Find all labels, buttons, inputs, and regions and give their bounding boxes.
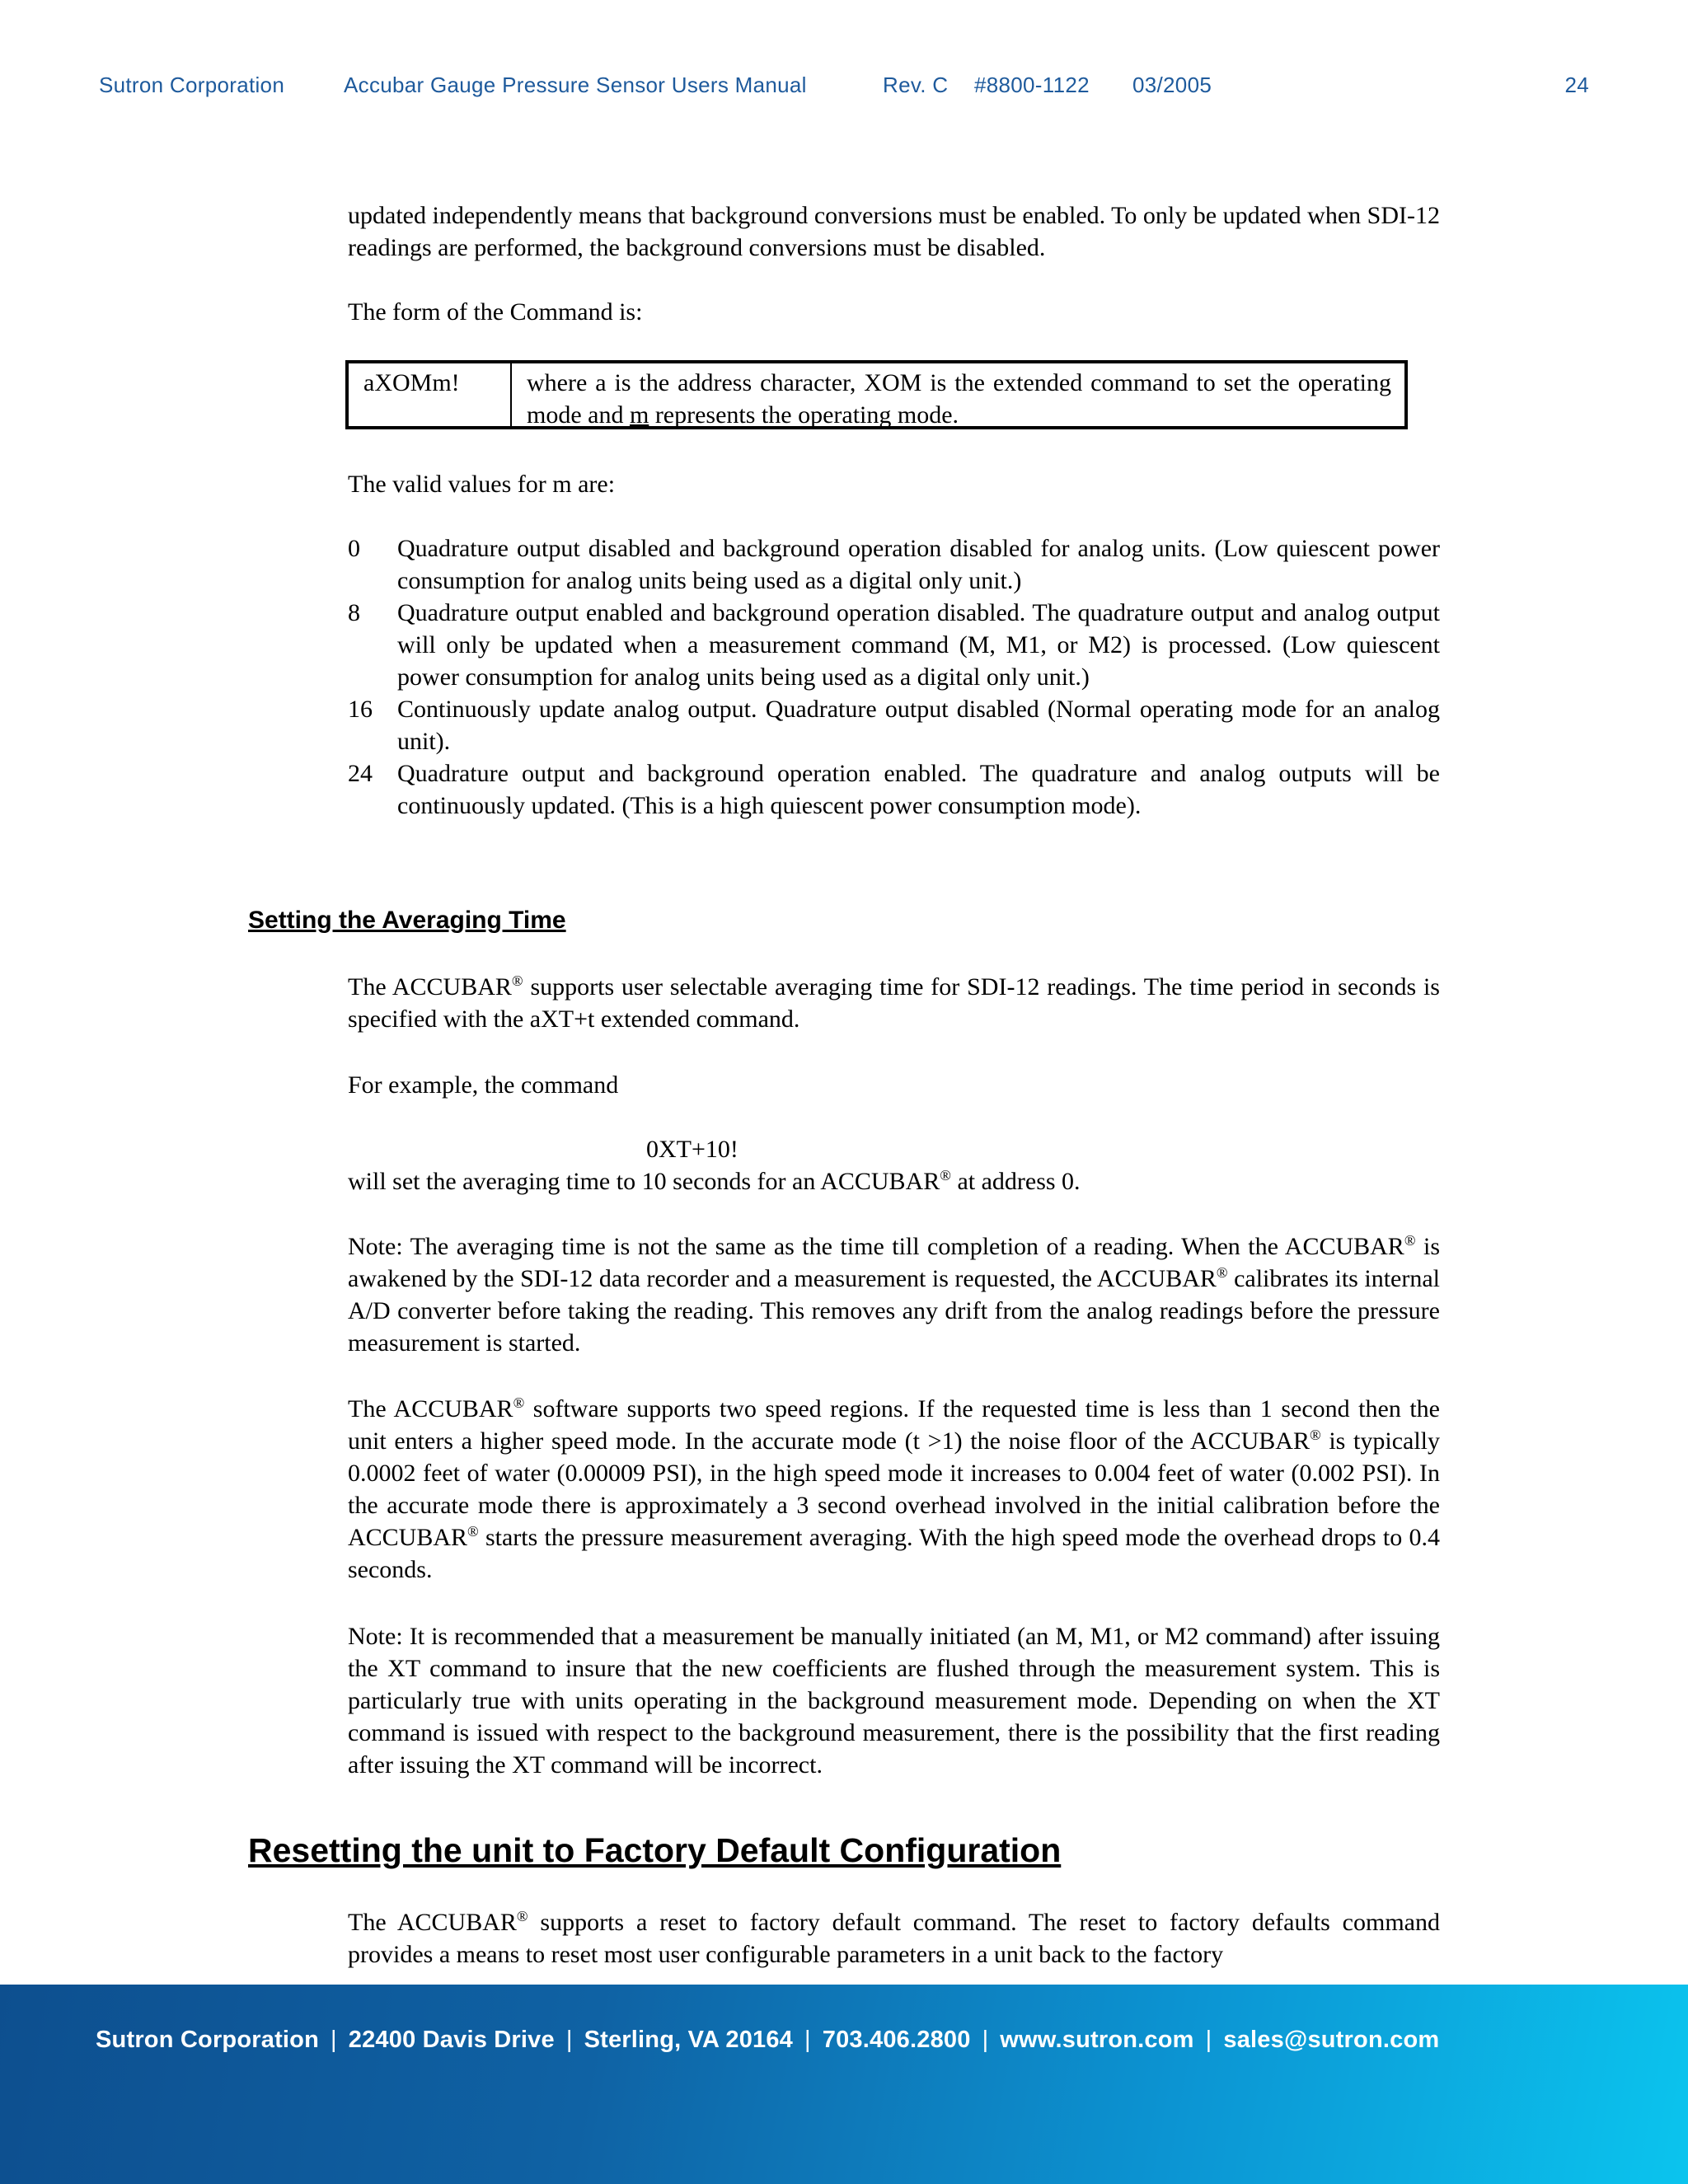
mode-value: 24: [348, 760, 373, 787]
averaging-note: Note: The averaging time is not the same as the time till completion of a reading. When the ACCUBAR® is awakened by the SDI-12 data recorder and a measurement is requested, the ACCUBAR® calibrates its internal A/D converter before taking the reading. This removes any drift from the analog readings before the pressure measurement is started.: [348, 1232, 1441, 1357]
header-company: Sutron Corporation: [99, 73, 285, 97]
footer-address: 22400 Davis Drive: [348, 2027, 555, 2053]
footer-separator: |: [565, 2027, 573, 2053]
footer-city: Sterling, VA 20164: [584, 2027, 794, 2053]
footer-separator: |: [331, 2027, 337, 2053]
intro-paragraph: updated independently means that background conversions must be enabled. To only be updated when SDI-12 readings are performed, the background conversions must be disabled.: [348, 202, 1440, 261]
list-item: [348, 693, 1440, 757]
footer-separator: |: [982, 2027, 989, 2053]
footer-email[interactable]: sales@sutron.com: [1223, 2027, 1440, 2053]
header-date: 03/2005: [1132, 73, 1212, 97]
mode-description: Quadrature output enabled and background operation disabled. The quadrature output and analog output will only be updated when a measurement command (M, M1, or M2) is processed. (Low quiescent power consumption for analog units being used as a digital only unit.): [397, 599, 1440, 691]
list-item: [348, 532, 1440, 597]
param-m: m: [629, 401, 649, 429]
footer-company: Sutron Corporation: [96, 2027, 320, 2053]
header-revision: Rev. C: [883, 73, 949, 97]
list-item: [348, 757, 1440, 822]
valid-values-label: The valid values for m are:: [348, 471, 616, 498]
command-description: where a is the address character, XOM is the extended command to set the operating mode and m represents the operating mode.: [527, 369, 1391, 429]
page-footer: [0, 1985, 1688, 2184]
command-syntax: aXOMm!: [349, 363, 512, 426]
footer-phone: 703.406.2800: [822, 2027, 971, 2053]
xt-command-note: Note: It is recommended that a measurement be manually initiated (an M, M1, or M2 command) after issuing the XT command to insure that the new coefficients are flushed through the measurement system. This is particularly true with units operating in the background measurement mode. Depending on when the XT command is issued with respect to the background measurement, there is the possibility that the first reading after issuing the XT command will be incorrect.: [348, 1623, 1440, 1779]
page-number: 24: [1564, 73, 1589, 97]
mode-description: Continuously update analog output. Quadrature output disabled (Normal operating mode for an analog unit).: [397, 696, 1440, 755]
mode-value: 16: [348, 696, 373, 723]
footer-separator: |: [804, 2027, 811, 2053]
reset-heading: Resetting the unit to Factory Default Configuration: [248, 1831, 1062, 1869]
example-result: will set the averaging time to 10 seconds for an ACCUBAR® at address 0.: [348, 1167, 1081, 1195]
footer-contact-line: [96, 2027, 1439, 2054]
header-doc-number: #8800-1122: [974, 73, 1090, 97]
speed-regions-paragraph: The ACCUBAR® software supports two speed regions. If the requested time is less than 1 second then the unit enters a higher speed mode. In the accurate mode (t >1) the noise floor of the ACCUBAR® is typically 0.0002 feet of water (0.00009 PSI), in the high speed mode it increases to 0.004 feet of water (0.002 PSI). In the accurate mode there is approximately a 3 second overhead involved in the initial calibration before the ACCUBAR® starts the pressure measurement averaging. With the high speed mode the overhead drops to 0.4 seconds.: [348, 1394, 1441, 1583]
footer-separator: |: [1205, 2027, 1212, 2053]
page-header: [99, 73, 1589, 105]
footer-website[interactable]: www.sutron.com: [1000, 2027, 1194, 2053]
mode-description: Quadrature output disabled and background operation disabled for analog units. (Low quiescent power consumption for analog units being used as a digital only unit.): [397, 535, 1440, 594]
reset-paragraph: The ACCUBAR® supports a reset to factory default command. The reset to factory defaults command provides a means to reset most user configurable parameters in a unit back to the factory: [348, 1908, 1440, 1968]
mode-description: Quadrature output and background operation enabled. The quadrature and analog outputs will be continuously updated. (This is a high quiescent power consumption mode).: [397, 760, 1440, 819]
header-manual-title: Accubar Gauge Pressure Sensor Users Manual: [344, 73, 807, 97]
example-command: 0XT+10!: [646, 1136, 738, 1163]
mode-list: [348, 532, 1440, 822]
example-label: For example, the command: [348, 1071, 619, 1099]
averaging-paragraph: The ACCUBAR® supports user selectable averaging time for SDI-12 readings. The time period in seconds is specified with the aXT+t extended command.: [348, 972, 1440, 1033]
command-form-label: The form of the Command is:: [348, 298, 643, 326]
averaging-heading: Setting the Averaging Time: [248, 907, 566, 934]
mode-value: 0: [348, 535, 360, 562]
list-item: [348, 597, 1440, 693]
command-table: [345, 360, 1408, 429]
mode-value: 8: [348, 599, 360, 626]
